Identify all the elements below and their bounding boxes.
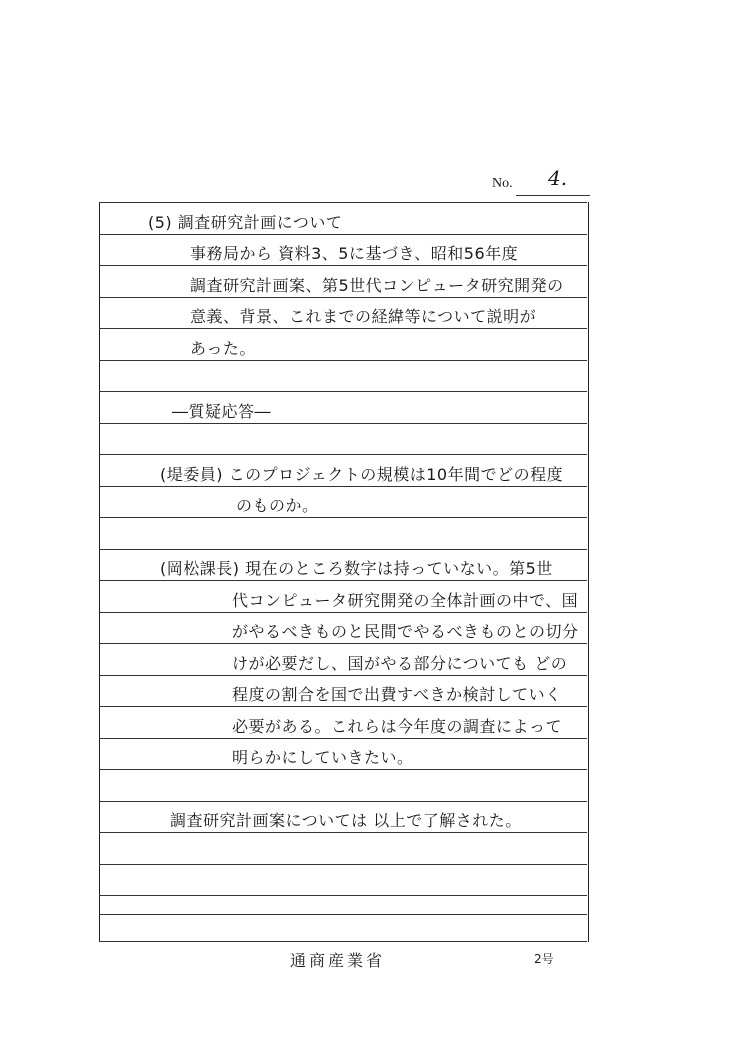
- text-line: 調査研究計画案、第5世代コンピュータ研究開発の: [190, 276, 564, 295]
- page-number-underline: [516, 195, 590, 196]
- ruled-line: [99, 234, 587, 235]
- ruled-line: [99, 643, 587, 644]
- ruled-line: [99, 580, 587, 581]
- section-heading: (5) 調査研究計画について: [148, 213, 343, 232]
- ruled-line: [99, 941, 587, 942]
- answer-line: 必要がある。これらは今年度の調査によって: [232, 717, 563, 736]
- answer-line: 程度の割合を国で出費すべきか検討していく: [232, 685, 562, 704]
- answer-line: (岡松課長) 現在のところ数字は持っていない。第5世: [160, 559, 553, 578]
- ruled-line: [99, 706, 587, 707]
- ruled-line: [99, 517, 587, 518]
- ruled-line: [99, 738, 587, 739]
- text-line: 意義、背景、これまでの経緯等について説明が: [190, 307, 537, 326]
- ruled-line: [99, 549, 587, 550]
- ruled-line: [99, 769, 587, 770]
- ruled-line: [99, 895, 587, 896]
- ruled-line: [99, 486, 587, 487]
- page-number-label: No.: [492, 176, 513, 191]
- ruled-line: [99, 864, 587, 865]
- ruled-line: [99, 832, 587, 833]
- answer-line: がやるべきものと民間でやるべきものとの切分: [232, 622, 579, 641]
- text-line: あった。: [190, 339, 256, 358]
- form-number: 2号: [534, 952, 554, 966]
- ruled-line: [99, 454, 587, 455]
- ruled-line: [99, 265, 587, 266]
- ruled-line: [99, 914, 587, 915]
- question-line: (堤委員) このプロジェクトの規模は10年間でどの程度: [160, 465, 564, 484]
- ruled-line: [99, 675, 587, 676]
- ruled-line: [99, 202, 587, 203]
- answer-line: 明らかにしていきたい。: [232, 748, 414, 767]
- answer-line: けが必要だし、国がやる部分についても どの: [232, 654, 568, 673]
- conclusion-line: 調査研究計画案については 以上で了解された。: [170, 811, 522, 830]
- question-line: のものか。: [236, 496, 319, 515]
- ruled-line: [99, 360, 587, 361]
- page-number-value: 4.: [548, 166, 568, 190]
- ruled-line: [99, 423, 587, 424]
- ruled-line: [99, 328, 587, 329]
- qa-heading: ―質疑応答―: [172, 402, 272, 421]
- ruled-line: [99, 801, 587, 802]
- ruled-line: [99, 612, 587, 613]
- ruled-line: [99, 391, 587, 392]
- text-line: 事務局から 資料3、5に基づき、昭和56年度: [190, 244, 519, 263]
- ruled-line: [99, 297, 587, 298]
- ministry-name: 通商産業省: [290, 951, 386, 970]
- answer-line: 代コンピュータ研究開発の全体計画の中で、国: [232, 591, 579, 610]
